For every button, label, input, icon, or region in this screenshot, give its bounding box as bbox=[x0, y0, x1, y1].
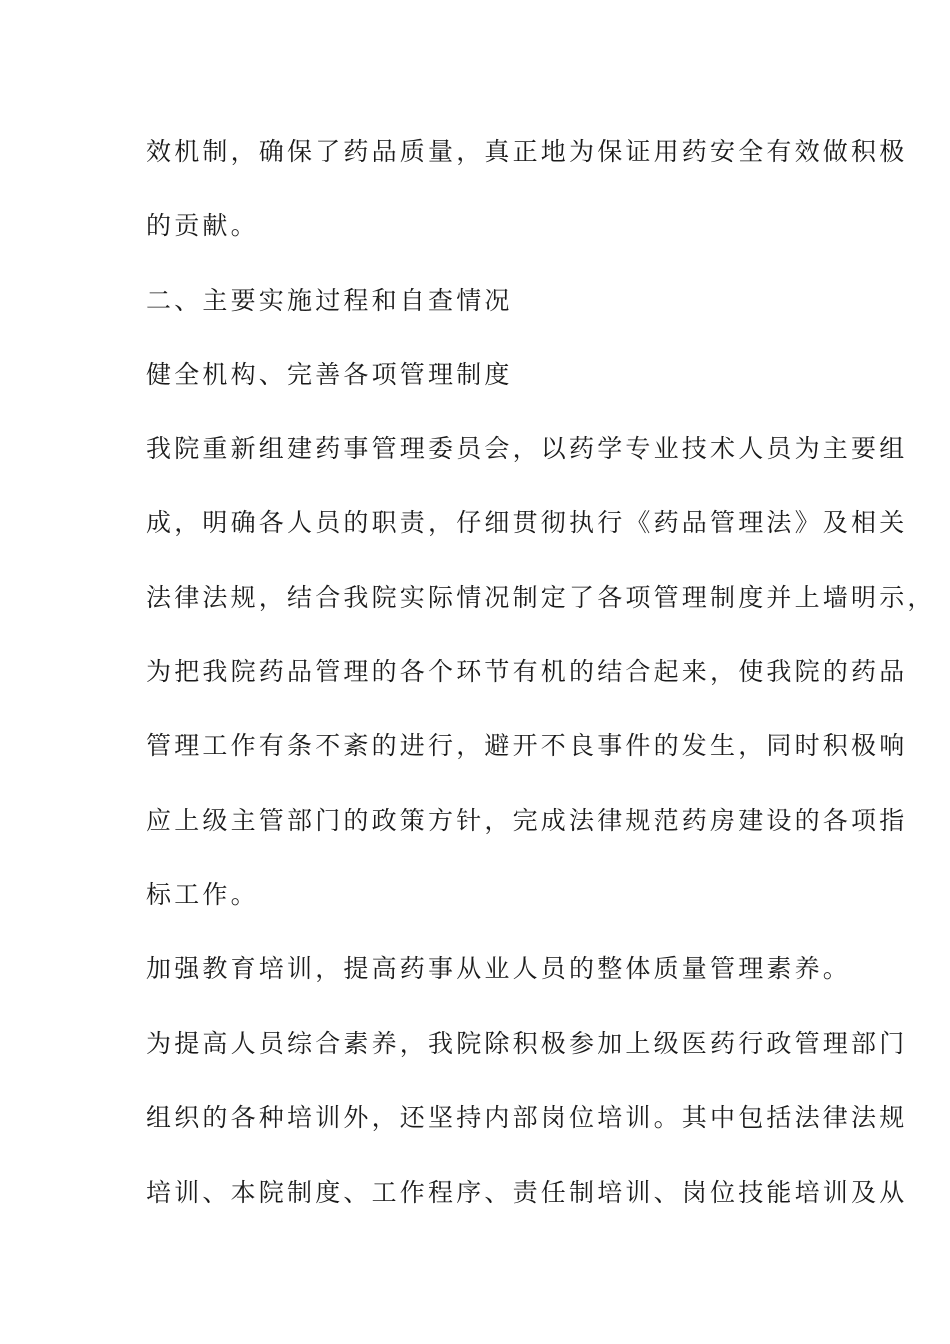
subsection-heading: 加强教育培训，提高药事从业人员的整体质量管理素养。 bbox=[146, 954, 852, 983]
paragraph-line: 为把我院药品管理的各个环节有机的结合起来，使我院的药品 bbox=[146, 657, 908, 686]
paragraph-line: 应上级主管部门的政策方针，完成法律规范药房建设的各项指 bbox=[146, 806, 908, 835]
paragraph-line: 培训、本院制度、工作程序、责任制培训、岗位技能培训及从 bbox=[146, 1178, 908, 1207]
paragraph-line: 组织的各种培训外，还坚持内部岗位培训。其中包括法律法规 bbox=[146, 1103, 908, 1132]
paragraph-line: 成，明确各人员的职责，仔细贯彻执行《药品管理法》及相关 bbox=[146, 508, 908, 537]
subsection-heading: 健全机构、完善各项管理制度 bbox=[146, 360, 513, 389]
paragraph-line: 我院重新组建药事管理委员会，以药学专业技术人员为主要组 bbox=[146, 434, 908, 463]
paragraph-line: 标工作。 bbox=[146, 880, 259, 909]
paragraph-line: 效机制，确保了药品质量，真正地为保证用药安全有效做积极 bbox=[146, 137, 908, 166]
paragraph-line: 为提高人员综合素养，我院除积极参加上级医药行政管理部门 bbox=[146, 1029, 908, 1058]
section-heading: 二、主要实施过程和自查情况 bbox=[146, 286, 513, 315]
paragraph-line: 法律法规，结合我院实际情况制定了各项管理制度并上墙明示， bbox=[146, 583, 936, 612]
paragraph-line: 管理工作有条不紊的进行，避开不良事件的发生，同时积极响 bbox=[146, 731, 908, 760]
paragraph-line: 的贡献。 bbox=[146, 211, 259, 240]
